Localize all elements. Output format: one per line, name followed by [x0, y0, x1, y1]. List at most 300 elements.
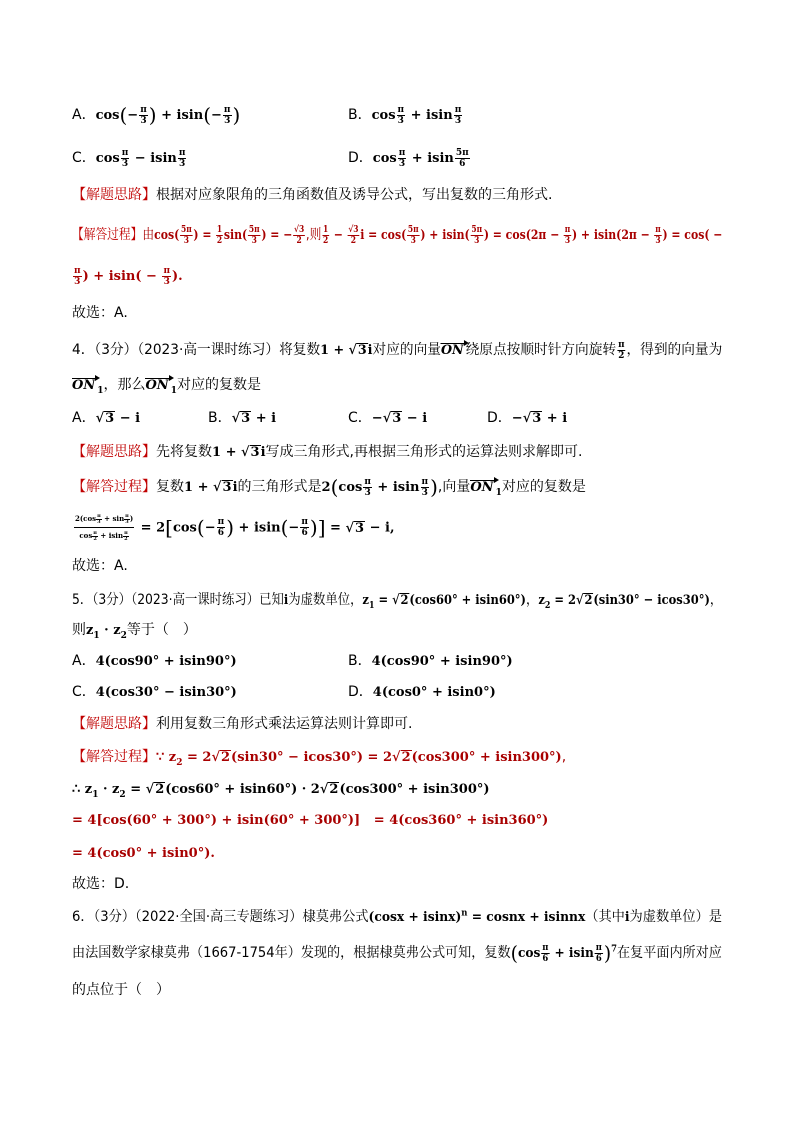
vector-arrow: ON: [440, 343, 464, 358]
big-bracket: ): [226, 515, 234, 540]
radical-icon: √: [241, 445, 250, 460]
math-run: cos: [79, 531, 93, 540]
radical-icon: √: [522, 411, 532, 426]
radicand: 2: [584, 593, 593, 608]
text-run: D．: [348, 684, 373, 700]
square-root: [576, 593, 593, 609]
fraction: [121, 148, 130, 169]
math-run: − i,: [365, 520, 395, 536]
fraction: [139, 105, 148, 126]
radicand: 2: [401, 750, 411, 765]
text-run: 在复平面内所对应: [616, 945, 722, 961]
fraction-denominator: 6: [217, 528, 225, 538]
square-root: [345, 521, 365, 537]
q4-answer: 故选：A.: [72, 558, 128, 574]
fraction-numerator: 5π: [471, 224, 483, 235]
math-run: (cos60° + isin60°) · 2: [165, 782, 320, 797]
math-run: ) + isin(: [420, 228, 470, 243]
text-run: ，得到的向量为: [626, 342, 723, 358]
square-root: [392, 750, 412, 766]
text-run: 的三角形式是: [237, 479, 322, 495]
subscript: 2: [120, 630, 127, 641]
text-run: 由法国数学家棣莫弗（1667-1754年）发现的，根据棣莫弗公式可知，复数: [72, 945, 511, 961]
text-run: D．: [348, 150, 373, 166]
text-run: 对应的向量: [372, 342, 441, 358]
fraction-numerator: π: [121, 147, 129, 158]
section-label: 【解题思路】: [72, 716, 156, 732]
math-run: i: [624, 910, 630, 925]
math-run: ) = cos(2π −: [483, 228, 564, 243]
vector-arrow: ON: [470, 480, 494, 495]
fraction-denominator: 3: [74, 276, 81, 287]
math-run: ).: [172, 269, 183, 284]
math-run: =: [374, 593, 393, 608]
radicand: 3: [392, 411, 402, 426]
radical-icon: √: [319, 782, 329, 797]
section-label: 【解答过程】: [72, 749, 156, 765]
big-bracket: ): [603, 941, 612, 965]
fraction-numerator: π: [595, 942, 602, 953]
math-run: + i: [251, 411, 277, 426]
fraction: [347, 225, 359, 246]
fraction-denominator: 3: [121, 158, 129, 169]
q5-stem-line-1: [72, 589, 722, 612]
fraction: [217, 517, 226, 538]
subscript: 1: [495, 487, 502, 498]
q3-option-b: [348, 104, 463, 127]
math-run: cos: [372, 151, 397, 166]
superscript: n: [461, 908, 468, 919]
q6-stem-line-3: [72, 979, 170, 1001]
text-run: C．: [72, 150, 96, 166]
fraction-denominator: 3: [97, 518, 101, 525]
text-run: 由: [142, 227, 155, 243]
fraction-denominator: 3: [564, 235, 571, 246]
math-run: − i: [402, 411, 428, 426]
math-run: z: [86, 623, 94, 638]
q4-analysis: [72, 441, 582, 464]
math-run: (sin30° − icos30°): [593, 593, 710, 608]
fraction-denominator: 3: [179, 158, 186, 169]
q3-option-a: [72, 104, 240, 127]
fraction-denominator: 3: [398, 158, 406, 169]
big-bracket: (: [280, 515, 289, 540]
q4-option-a: [72, 407, 140, 430]
math-run: ) = −: [261, 228, 293, 243]
big-bracket: (: [203, 103, 212, 127]
math-run: ∴ z: [72, 782, 93, 797]
math-run: (cos300° + isin300°): [339, 782, 490, 797]
fraction: [363, 477, 372, 498]
fraction-numerator: π: [163, 265, 171, 276]
math-run: −: [211, 108, 222, 123]
math-run: z: [362, 593, 369, 608]
math-run: cos: [95, 108, 120, 123]
square-root: [523, 411, 543, 427]
math-run: ∵ z: [156, 750, 177, 765]
radicand: 2: [221, 750, 231, 765]
subscript: 1: [97, 385, 104, 396]
q4-option-d: [487, 407, 567, 430]
q5-solution-line-4: [72, 842, 215, 865]
q4-solution-line-2: [72, 511, 395, 544]
fraction-denominator: 2: [296, 235, 302, 246]
fraction: [300, 517, 309, 538]
fraction-denominator: 6: [595, 953, 602, 964]
text-run: C．: [348, 410, 372, 426]
radical-icon: √: [392, 750, 401, 765]
fraction: [595, 943, 603, 964]
fraction-denominator: 3: [364, 487, 371, 498]
fraction-numerator: [74, 511, 134, 528]
math-run: 4(cos90° + isin90°): [95, 654, 237, 669]
text-run: B．: [208, 410, 232, 426]
radical-icon: √: [392, 593, 400, 608]
fraction-numerator: π: [140, 104, 147, 115]
radical-icon: √: [95, 411, 105, 426]
fraction-numerator: π: [421, 476, 429, 487]
math-run: 4(cos30° − isin30°): [95, 685, 237, 700]
fraction-numerator: π: [301, 517, 308, 527]
fraction-denominator: 3: [163, 276, 170, 287]
math-run: (cos300° + isin300°): [411, 750, 562, 765]
math-run: cos: [338, 480, 363, 495]
math-run: = 4[cos(60° + 300°) + isin(60° + 300°)] = 4(cos360° + isin360°): [72, 813, 549, 828]
math-run: = cosnx + isinnx: [467, 910, 586, 925]
text-run: A．: [72, 653, 96, 669]
fraction-denominator: 3: [140, 115, 147, 126]
fraction-numerator: π: [223, 104, 231, 115]
fraction-denominator: 3: [454, 115, 462, 126]
fraction-numerator: √3: [293, 224, 305, 235]
text-run: ,则: [305, 227, 322, 243]
fraction: [398, 148, 407, 169]
text-run: B．: [348, 653, 372, 669]
radicand: 3: [355, 520, 365, 536]
big-bracket: (: [119, 103, 128, 127]
fraction: [293, 225, 305, 246]
big-bracket: [: [165, 515, 173, 540]
text-run: 为虚数单位，: [288, 592, 363, 608]
radicand: 2: [400, 593, 409, 608]
fraction: [564, 225, 571, 246]
fraction: [407, 225, 419, 246]
q5-option-b: [348, 650, 513, 673]
fraction: [322, 225, 329, 246]
fraction-denominator: [74, 528, 134, 544]
math-run: cos: [172, 520, 197, 536]
fraction-denominator: 3: [655, 235, 661, 246]
radicand: 3: [357, 343, 367, 358]
fraction-numerator: π: [178, 147, 186, 158]
math-run: cos: [517, 946, 541, 961]
big-bracket: (: [196, 515, 205, 540]
text-run: 则: [72, 622, 86, 638]
fraction-numerator: π: [125, 512, 129, 519]
math-run: i: [283, 593, 289, 608]
q3-solution-line-2: [72, 265, 183, 288]
text-run: ，那么: [103, 377, 146, 393]
subscript: 1: [368, 600, 375, 611]
text-run: B．: [348, 107, 372, 123]
q5-option-a: [72, 650, 237, 673]
math-run: −: [511, 411, 523, 426]
fraction-denominator: 3: [224, 115, 231, 126]
math-run: i: [367, 343, 373, 358]
q5-solution-line-1: [72, 746, 566, 769]
text-run: 5．（3分）（2023·高一课时练习）已知: [72, 592, 284, 608]
square-root: [383, 411, 403, 427]
radical-icon: √: [213, 480, 222, 495]
fraction: [180, 225, 192, 246]
q4-stem-line-1: [72, 339, 722, 362]
math-run: + isin: [234, 520, 281, 536]
math-run: i: [232, 480, 238, 495]
q5-analysis: [72, 713, 412, 735]
math-run: 1 +: [212, 445, 241, 460]
subscript: 1: [170, 385, 177, 396]
fraction: [454, 105, 463, 126]
math-run: = 2: [136, 520, 166, 536]
fraction-denominator: 2: [216, 235, 223, 246]
text-run: ,: [561, 749, 567, 765]
math-run: − isin: [130, 151, 177, 166]
q5-option-c: [72, 681, 237, 704]
square-root: [232, 411, 252, 427]
fraction-denominator: 6: [301, 528, 308, 538]
fraction-denominator: 2: [124, 535, 128, 542]
math-run: −: [204, 520, 216, 536]
fraction-denominator: 2: [93, 535, 97, 542]
radical-icon: √: [145, 782, 155, 797]
math-run: cos(: [154, 228, 180, 243]
text-run: 对应的复数是: [501, 479, 586, 495]
fraction: [123, 531, 129, 542]
fraction: [421, 477, 430, 498]
square-root: [213, 480, 233, 496]
fraction-numerator: √3: [348, 224, 359, 235]
q5-option-d: [348, 681, 496, 704]
text-run: 根据对应象限角的三角函数值及诱导公式，写出复数的三角形式.: [156, 187, 553, 203]
q3-answer: 故选：A.: [72, 305, 128, 321]
vector-arrow: ON: [72, 378, 96, 393]
fraction: [73, 266, 82, 287]
text-run: 利用复数三角形式乘法运算法则计算即可.: [156, 716, 413, 732]
big-bracket: ): [232, 103, 241, 127]
math-run: = 4(cos0° + isin0°).: [72, 846, 215, 861]
big-bracket: ]: [317, 515, 326, 540]
radicand: 3: [222, 480, 232, 495]
fraction: [248, 225, 260, 246]
q4-stem-line-2: [72, 374, 261, 396]
radical-icon: √: [211, 750, 220, 765]
math-run: =: [325, 520, 346, 536]
fraction-numerator: 1: [216, 224, 223, 235]
fraction-denominator: 3: [421, 487, 428, 498]
math-run: z: [538, 593, 545, 608]
fraction-denominator: 6: [459, 158, 466, 169]
text-run: 绕原点按顺时针方向旋转: [465, 342, 617, 358]
fraction: [617, 340, 625, 361]
square-root: [146, 782, 166, 798]
big-bracket: ): [430, 475, 438, 499]
big-bracket: ): [309, 515, 318, 540]
math-run: cos: [371, 108, 396, 123]
q6-stem-line-1: [72, 906, 722, 929]
subscript: 1: [92, 789, 99, 800]
fraction: [223, 105, 232, 126]
q6-stem-line-2: [72, 942, 722, 965]
fraction-numerator: 1: [323, 224, 329, 235]
math-run: −: [288, 520, 300, 536]
q4-option-b: [208, 407, 276, 430]
math-run: 1 +: [184, 480, 213, 495]
text-run: ，: [709, 592, 723, 608]
math-run: cos: [95, 151, 120, 166]
fraction-numerator: π: [93, 529, 97, 536]
math-run: ): [129, 514, 134, 523]
q5-solution-line-3: [72, 809, 548, 832]
fraction-denominator: 3: [251, 235, 257, 246]
math-run: = 2: [182, 750, 212, 765]
q3-option-c: [72, 147, 187, 170]
fraction-denominator: 3: [125, 518, 129, 525]
fraction: [455, 148, 470, 169]
text-run: 6．（3分）（2022·全国·高三专题练习）棣莫弗公式: [72, 909, 369, 925]
math-run: (sin30° − icos30°) = 2: [231, 750, 393, 765]
math-run: + isin: [407, 151, 454, 166]
q4-solution-line-1: [72, 476, 586, 499]
text-run: ，: [525, 592, 539, 608]
text-run: D．: [487, 410, 512, 426]
square-root: [241, 445, 261, 461]
fraction-numerator: π: [618, 339, 625, 350]
text-run: 的点位于（ ）: [72, 982, 170, 998]
math-run: − i: [115, 411, 141, 426]
radical-icon: √: [382, 411, 392, 426]
subscript: 2: [176, 757, 183, 768]
radicand: 3: [250, 445, 260, 460]
section-label: 【解题思路】: [72, 187, 156, 203]
superscript: 7: [611, 944, 617, 955]
radical-icon: √: [231, 411, 241, 426]
math-run: ) + isin( −: [82, 269, 162, 284]
radicand: 3: [532, 411, 542, 426]
math-run: 2(cos: [75, 514, 97, 523]
big-bracket: (: [510, 941, 518, 965]
math-run: (cos60° + isin60°): [409, 593, 526, 608]
fraction-denominator: 3: [474, 235, 480, 246]
math-run: + isin: [406, 108, 453, 123]
fraction-denominator: 6: [542, 953, 549, 964]
fraction-numerator: π: [364, 476, 371, 487]
subscript: 2: [544, 600, 551, 611]
math-run: · z: [99, 623, 121, 638]
math-run: + i: [542, 411, 568, 426]
math-run: sin(: [223, 228, 248, 243]
fraction-denominator: 3: [410, 235, 416, 246]
math-run: = 2: [550, 593, 577, 608]
q3-analysis: [72, 184, 552, 206]
q3-solution-line-1: [72, 224, 722, 247]
radicand: 3: [105, 411, 115, 426]
math-run: + isin: [156, 108, 204, 123]
text-run: 为虚数单位）是: [629, 909, 723, 925]
fraction-numerator: π: [398, 147, 406, 158]
fraction-denominator: 2: [323, 235, 329, 246]
fraction-numerator: π: [655, 224, 661, 235]
fraction: [178, 148, 187, 169]
math-run: ) = cos( −: [662, 228, 723, 243]
math-run: ) + isin(2π −: [571, 228, 654, 243]
fraction: [541, 943, 549, 964]
text-run: 等于（ ）: [126, 622, 197, 638]
text-run: 先将复数: [156, 444, 212, 460]
radicand: 2: [329, 782, 339, 797]
fraction: [216, 225, 223, 246]
fraction-numerator: π: [217, 517, 225, 527]
fraction: [397, 105, 406, 126]
math-run: 4(cos90° + isin90°): [371, 654, 513, 669]
text-run: A．: [72, 107, 96, 123]
fraction-numerator: π: [397, 104, 405, 115]
radical-icon: √: [348, 343, 357, 358]
math-run: 4(cos0° + isin0°): [372, 685, 496, 700]
math-run: −: [371, 411, 383, 426]
radical-icon: √: [345, 520, 355, 536]
big-bracket: (: [330, 475, 339, 499]
math-run: =: [125, 782, 146, 797]
q3-option-d: [348, 147, 471, 170]
fraction-numerator: π: [74, 265, 81, 276]
fraction-denominator: 3: [397, 115, 404, 126]
text-run: （其中: [585, 909, 625, 925]
section-label: 【解答过程】: [72, 479, 156, 495]
section-label: 【解答过程】: [72, 227, 143, 243]
math-run: (cosx + isinx): [368, 910, 462, 925]
math-run: 1 +: [320, 343, 349, 358]
subscript: 1: [93, 630, 100, 641]
math-run: i = cos(: [360, 228, 407, 243]
fraction: [471, 225, 483, 246]
text-run: 复数: [156, 479, 184, 495]
text-run: C．: [72, 684, 96, 700]
section-label: 【解题思路】: [72, 444, 156, 460]
fraction-numerator: π: [454, 104, 462, 115]
radical-icon: √: [576, 593, 584, 608]
text-run: 4．（3分）（2023·高一课时练习）将复数: [72, 342, 321, 358]
q5-solution-line-2: [72, 778, 490, 801]
fraction-numerator: 5π: [407, 224, 419, 235]
square-root: [320, 782, 340, 798]
subscript: 2: [119, 789, 126, 800]
math-run: · z: [98, 782, 120, 797]
fraction: [654, 225, 661, 246]
radicand: 2: [155, 782, 165, 797]
fraction-denominator: 3: [183, 235, 189, 246]
fraction-numerator: 5π: [455, 147, 469, 158]
text-run: 写成三角形式,再根据三角形式的运算法则求解即可.: [265, 444, 583, 460]
fraction: [162, 266, 171, 287]
q5-answer: 故选：D.: [72, 876, 130, 892]
vector-arrow: ON: [145, 378, 169, 393]
text-run: A．: [72, 410, 96, 426]
square-root: [349, 343, 368, 359]
text-run: ,向量: [437, 479, 471, 495]
fraction-numerator: π: [564, 224, 571, 235]
math-run: ) =: [193, 228, 216, 243]
fraction-numerator: 5π: [180, 224, 192, 235]
